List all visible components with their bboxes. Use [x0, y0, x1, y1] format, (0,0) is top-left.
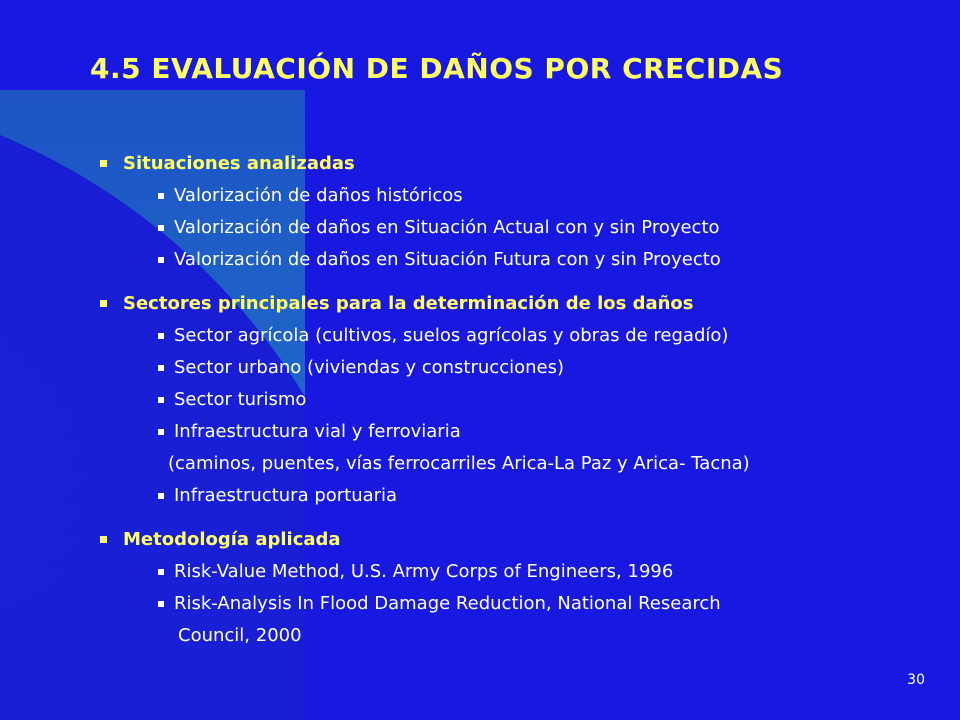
section-heading [100, 150, 920, 176]
list-item-text: Infraestructura vial y ferroviaria [174, 421, 461, 442]
square-bullet-icon [158, 569, 164, 575]
list-item [158, 352, 920, 384]
list-item [158, 244, 920, 276]
list-item [158, 588, 920, 620]
square-bullet-icon [100, 300, 107, 307]
list-item-continuation: (caminos, puentes, vías ferrocarriles Arica-La Paz y Arica- Tacna) [168, 453, 750, 474]
section-metodologia [100, 526, 920, 652]
sub-list [158, 556, 920, 652]
square-bullet-icon [158, 257, 164, 263]
section-heading-text: Metodología aplicada [123, 528, 341, 550]
section-heading [100, 290, 920, 316]
list-item-text: Valorización de daños en Situación Futura con y sin Proyecto [174, 249, 721, 270]
square-bullet-icon [158, 493, 164, 499]
square-bullet-icon [158, 193, 164, 199]
square-bullet-icon [158, 225, 164, 231]
section-heading [100, 526, 920, 552]
section-heading-text: Sectores principales para la determinación de los daños [123, 292, 694, 314]
sub-list [158, 320, 920, 512]
list-item [158, 480, 920, 512]
list-item-continuation: Council, 2000 [178, 625, 302, 646]
list-item [158, 320, 920, 352]
section-sectores [100, 290, 920, 512]
list-item-text: Valorización de daños en Situación Actual con y sin Proyecto [174, 217, 720, 238]
list-item [158, 416, 920, 448]
list-item-text: Valorización de daños históricos [174, 185, 463, 206]
slide-title: 4.5 EVALUACIÓN DE DAÑOS POR CRECIDAS [90, 52, 784, 85]
square-bullet-icon [100, 536, 107, 543]
list-item [158, 180, 920, 212]
list-item-text: Sector turismo [174, 389, 307, 410]
page-number: 30 [907, 672, 925, 688]
square-bullet-icon [158, 601, 164, 607]
sub-list [158, 180, 920, 276]
square-bullet-icon [158, 429, 164, 435]
list-item-text: Risk-Value Method, U.S. Army Corps of Engineers, 1996 [174, 561, 674, 582]
list-item [158, 384, 920, 416]
list-item-text: Sector agrícola (cultivos, suelos agrícolas y obras de regadío) [174, 325, 729, 346]
square-bullet-icon [158, 333, 164, 339]
list-item-text: Sector urbano (viviendas y construcciones) [174, 357, 564, 378]
slide-content [100, 150, 920, 666]
list-item [158, 556, 920, 588]
section-situaciones [100, 150, 920, 276]
list-item [158, 212, 920, 244]
list-item-text: Infraestructura portuaria [174, 485, 398, 506]
square-bullet-icon [158, 365, 164, 371]
section-heading-text: Situaciones analizadas [123, 152, 355, 174]
square-bullet-icon [158, 397, 164, 403]
list-item-text: Risk-Analysis In Flood Damage Reduction, National Research [174, 593, 721, 614]
square-bullet-icon [100, 160, 107, 167]
